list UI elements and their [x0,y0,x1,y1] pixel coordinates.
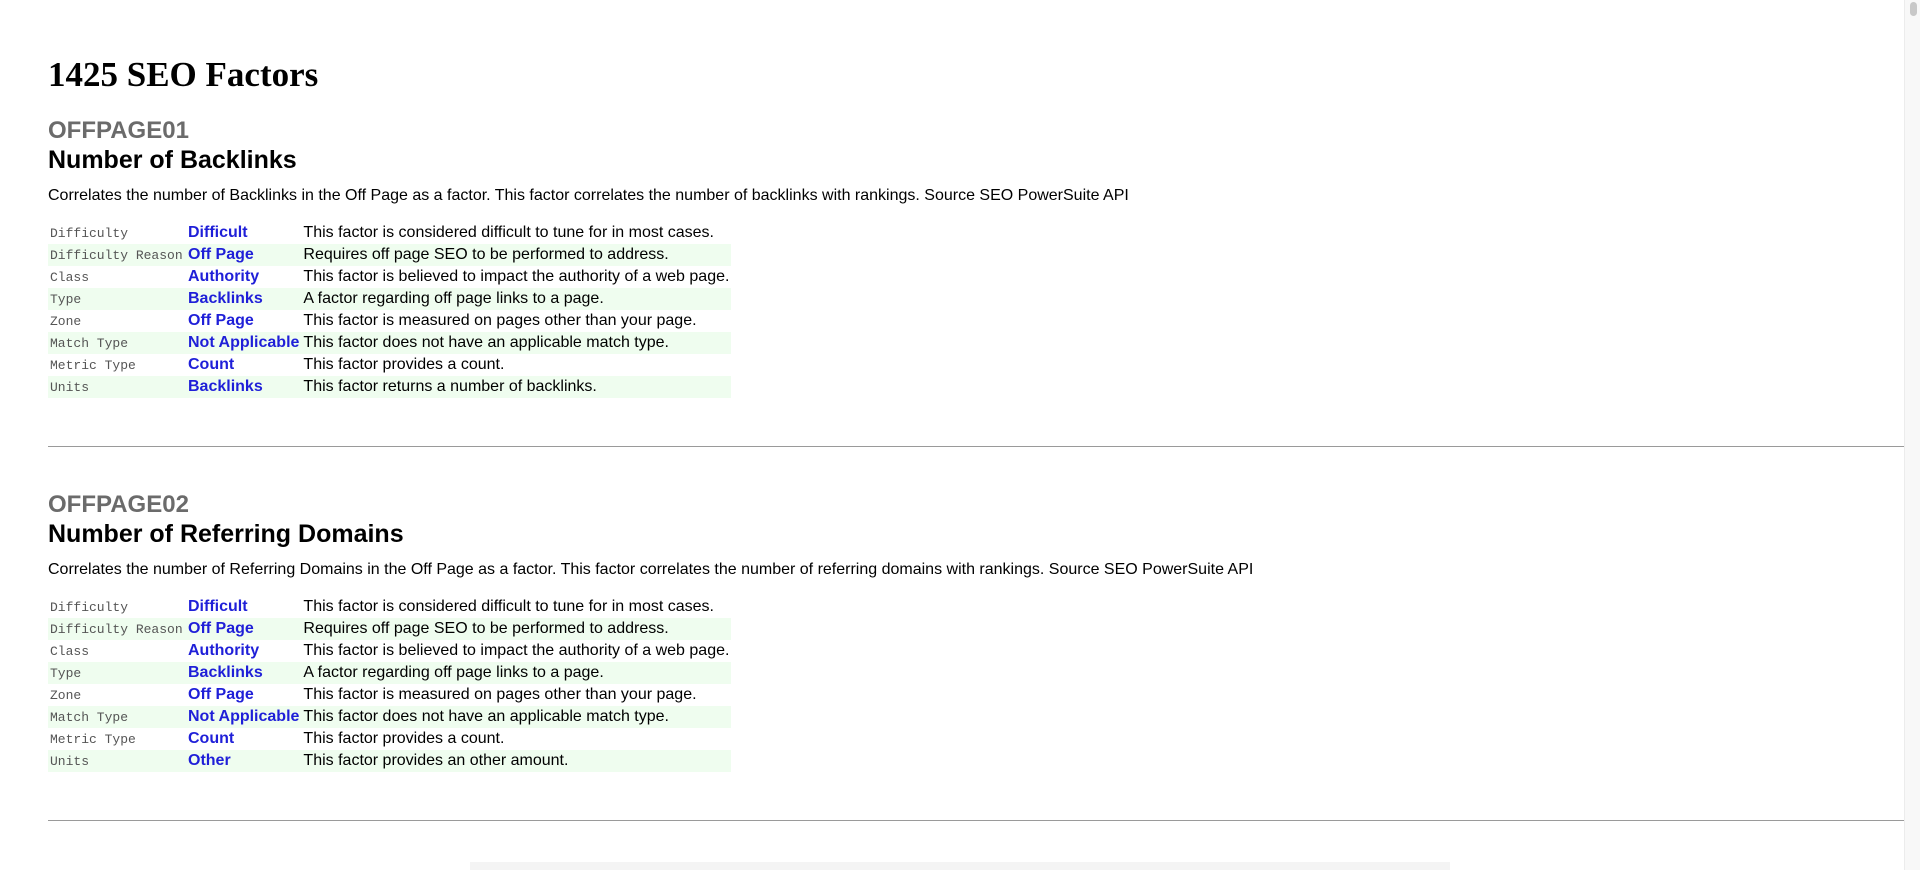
table-row [48,684,731,706]
property-label: Units [48,376,186,398]
property-description: This factor provides an other amount. [301,750,731,772]
table-row [48,266,731,288]
page-title: 1425 SEO Factors [48,55,319,94]
property-description: This factor does not have an applicable match type. [301,332,731,354]
factor-properties-table [48,596,731,772]
property-value-link[interactable]: Difficult [188,224,248,241]
property-value-link[interactable]: Not Applicable [186,706,301,728]
table-row [48,222,731,244]
property-value-link[interactable]: Off Page [188,686,254,703]
factor-description: Correlates the number of Referring Domains in the Off Page as a factor. This factor correlates the number of referring domains with rankings. Source SEO PowerSuite API [48,561,1254,578]
property-label: Type [48,662,186,684]
property-label: Class [50,643,90,659]
property-label: Zone [50,687,82,703]
property-description: This factor is measured on pages other than your page. [303,312,697,329]
factor-divider [48,820,1905,821]
property-description: This factor is measured on pages other than your page. [303,686,697,703]
property-label: Difficulty Reason [48,244,186,266]
property-value-link[interactable]: Authority [188,642,260,659]
property-description: This factor is believed to impact the authority of a web page. [303,642,730,659]
property-value-link[interactable]: Count [188,356,235,373]
table-row [48,618,731,640]
property-label: Metric Type [50,357,136,373]
property-value-link[interactable]: Not Applicable [186,332,301,354]
property-description: Requires off page SEO to be performed to address. [301,618,731,640]
factor-offpage01 [48,117,1905,491]
bottom-shadow [470,862,1450,870]
table-row [48,662,731,684]
factor-offpage02 [48,491,1905,865]
table-row [48,750,731,772]
property-value-link[interactable]: Off Page [186,244,301,266]
vertical-scrollbar[interactable] [1904,0,1920,870]
property-value-link[interactable]: Backlinks [186,288,301,310]
property-description: Requires off page SEO to be performed to address. [301,244,731,266]
property-label: Difficulty [50,599,129,615]
property-value-link[interactable]: Off Page [186,618,301,640]
property-label: Units [48,750,186,772]
table-row [48,376,731,398]
table-row [48,244,731,266]
factor-id: OFFPAGE02 [48,491,189,518]
property-value-link[interactable]: Backlinks [186,662,301,684]
property-description: This factor provides a count. [303,356,505,373]
property-label: Match Type [48,332,186,354]
table-row [48,596,731,618]
property-description: This factor returns a number of backlinks. [301,376,731,398]
property-value-link[interactable]: Count [188,730,235,747]
property-value-link[interactable]: Difficult [188,598,248,615]
property-description: A factor regarding off page links to a page. [301,662,731,684]
property-label: Class [50,269,90,285]
property-value-link[interactable]: Backlinks [186,376,301,398]
factor-title: Number of Referring Domains [48,520,404,548]
factor-properties-table [48,222,731,398]
property-value-link[interactable]: Off Page [188,312,254,329]
table-row [48,640,731,662]
property-value-link[interactable]: Authority [188,268,260,285]
property-description: This factor is considered difficult to tune for in most cases. [303,598,714,615]
property-description: A factor regarding off page links to a page. [301,288,731,310]
property-description: This factor does not have an applicable match type. [301,706,731,728]
table-row [48,354,731,376]
property-description: This factor is considered difficult to tune for in most cases. [303,224,714,241]
scrollbar-thumb[interactable] [1910,2,1917,16]
factor-description: Correlates the number of Backlinks in the Off Page as a factor. This factor correlates the number of backlinks with rankings. Source SEO PowerSuite API [48,187,1129,204]
property-label: Difficulty [50,225,129,241]
property-label: Type [48,288,186,310]
table-row [48,288,731,310]
table-row [48,728,731,750]
property-description: This factor provides a count. [303,730,505,747]
factor-title: Number of Backlinks [48,146,297,174]
table-row [48,706,731,728]
property-label: Match Type [48,706,186,728]
property-label: Metric Type [50,731,136,747]
factor-divider [48,446,1905,447]
property-value-link[interactable]: Other [186,750,301,772]
table-row [48,310,731,332]
property-label: Zone [50,313,82,329]
factor-id: OFFPAGE01 [48,117,189,144]
table-row [48,332,731,354]
property-label: Difficulty Reason [48,618,186,640]
property-description: This factor is believed to impact the authority of a web page. [303,268,730,285]
